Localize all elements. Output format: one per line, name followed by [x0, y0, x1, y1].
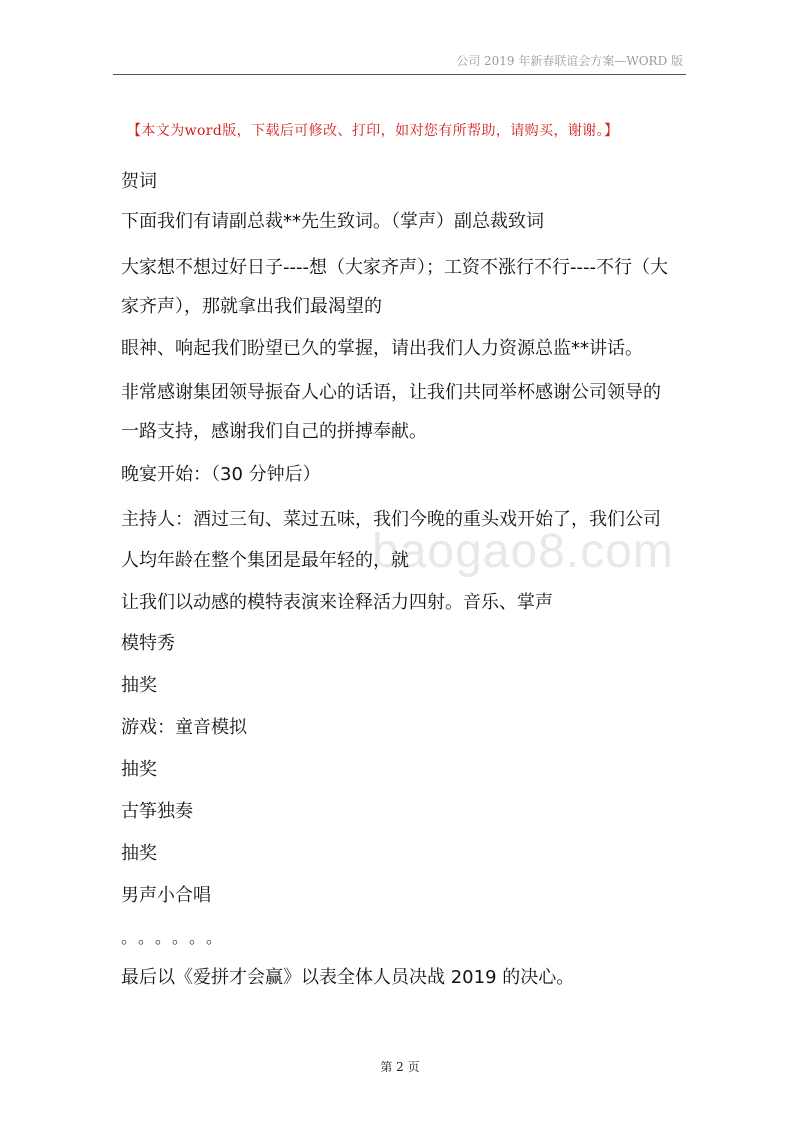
- paragraph-line: 主持人：酒过三旬、菜过五味，我们今晚的重头戏开始了，我们公司: [121, 509, 661, 530]
- paragraph-line: 下面我们有请副总裁**先生致词。（掌声）副总裁致词: [121, 211, 544, 232]
- program-item: 游戏：童音模拟: [121, 717, 247, 738]
- paragraph-line: 家齐声），那就拿出我们最渴望的: [121, 296, 382, 317]
- program-item: 模特秀: [121, 633, 175, 654]
- paragraph-line: 晚宴开始：（30 分钟后）: [121, 464, 321, 485]
- header-title: 公司 2019 年新春联谊会方案—WORD 版: [456, 54, 683, 68]
- paragraph-line: 人均年龄在整个集团是最年轻的，就: [121, 550, 409, 571]
- program-item: 古筝独奏: [121, 801, 193, 822]
- paragraph-line: 让我们以动感的模特表演来诠释活力四射。音乐、掌声: [121, 592, 553, 613]
- program-item: 抽奖: [121, 843, 157, 864]
- page-number: 第 2 页: [380, 1060, 420, 1074]
- purchase-notice: 【本文为word版，下载后可修改、打印，如对您有所帮助，请购买，谢谢。】: [127, 123, 619, 139]
- closing-line: 最后以《爱拼才会赢》以表全体人员决战 2019 的决心。: [121, 967, 575, 988]
- section-heading: 贺词: [121, 171, 157, 192]
- paragraph-line: 大家想不想过好日子----想（大家齐声）；工资不涨行不行----不行（大: [121, 257, 668, 278]
- paragraph-line: 眼神、响起我们盼望已久的掌握，请出我们人力资源总监**讲话。: [121, 338, 643, 359]
- watermark: baogao8.com: [372, 525, 674, 578]
- program-item: 抽奖: [121, 759, 157, 780]
- program-item: 抽奖: [121, 675, 157, 696]
- header-divider: [113, 74, 686, 75]
- paragraph-line: 非常感谢集团领导振奋人心的话语，让我们共同举杯感谢公司领导的: [121, 382, 661, 403]
- ellipsis-dots: 。。。。。。: [121, 928, 232, 947]
- program-item: 男声小合唱: [121, 885, 211, 906]
- paragraph-line: 一路支持，感谢我们自己的拼搏奉献。: [121, 421, 427, 442]
